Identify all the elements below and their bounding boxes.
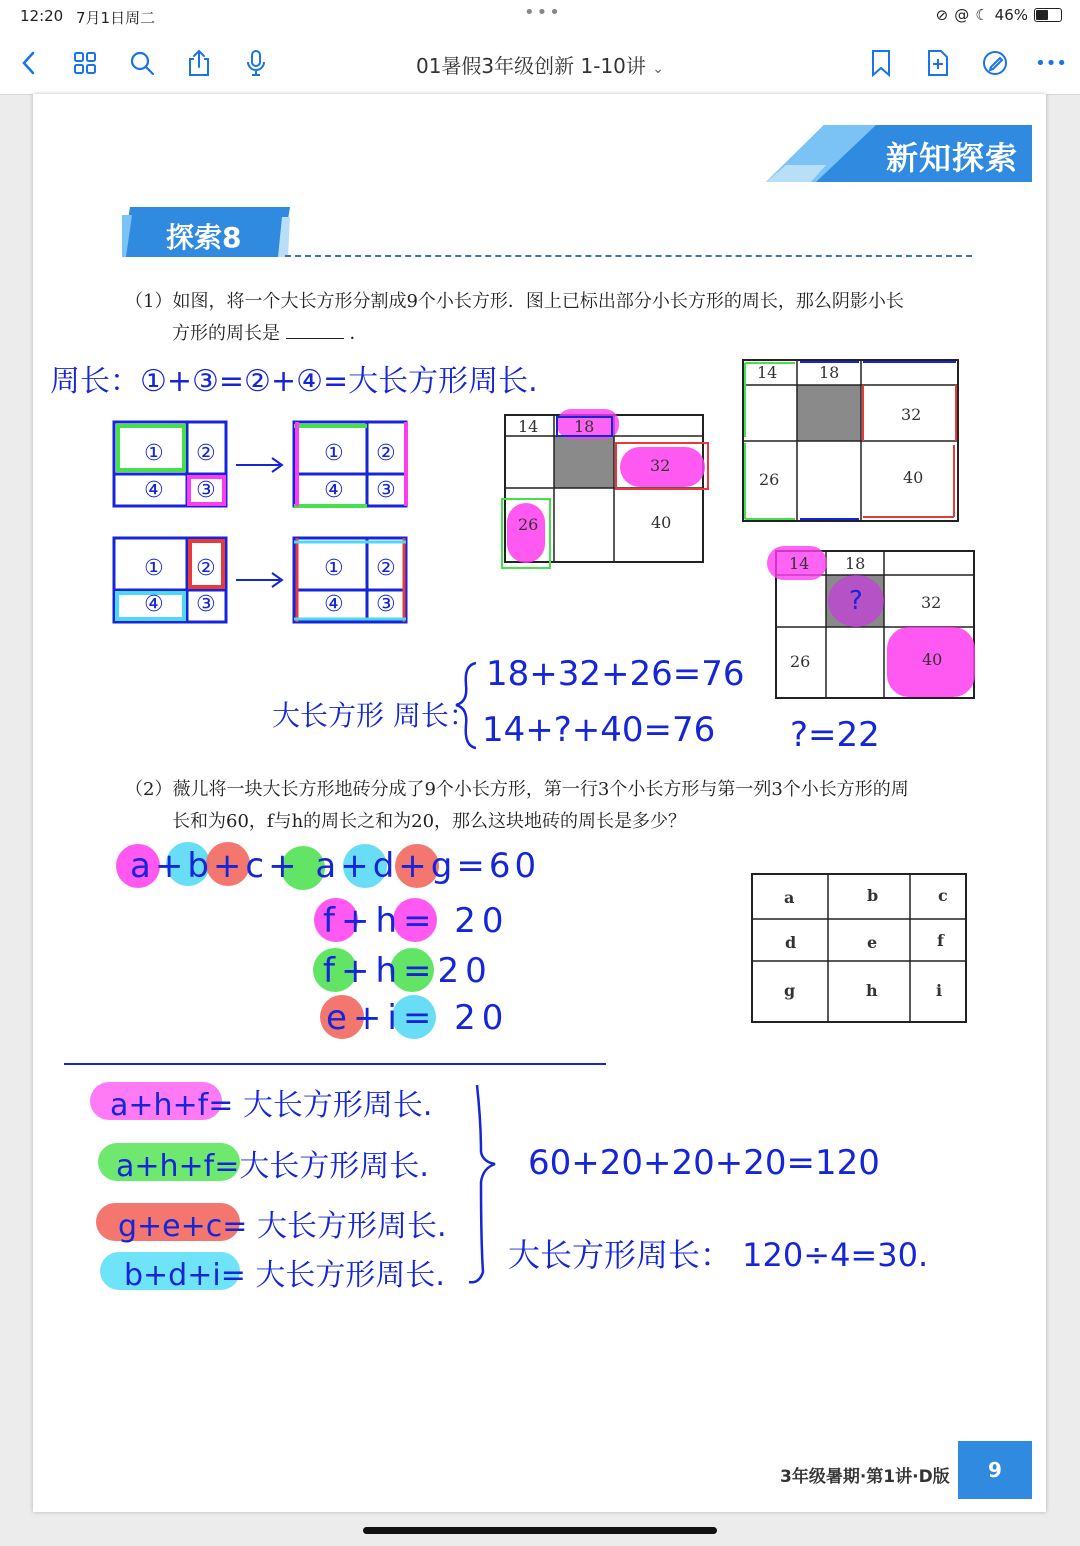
mini-label-1: ① <box>144 556 164 581</box>
mini-label-4: ④ <box>144 592 164 617</box>
note-summary-1: a+h+f= 大长方形周长. <box>110 1088 433 1123</box>
grid-3-cell: 18 <box>845 554 866 573</box>
grid-2 <box>740 357 962 525</box>
grid-2-cell: 32 <box>901 405 922 424</box>
answer-blank <box>286 320 344 339</box>
mini-label-3: ③ <box>376 592 396 617</box>
grid-3-cell: 40 <box>922 650 943 669</box>
note-summary-2: a+h+f=大长方形周长. <box>116 1149 429 1184</box>
add-page-icon[interactable] <box>923 48 953 78</box>
grid-3-unknown: ? <box>849 586 863 616</box>
mini-label-4: ④ <box>324 592 344 617</box>
section-label <box>122 207 290 257</box>
mini-label-3: ③ <box>196 592 216 617</box>
handwritten-separator <box>64 1063 606 1065</box>
note-f-h-20: f+h= 20 <box>323 901 510 941</box>
mini-label-4: ④ <box>324 478 344 503</box>
note-sum-60: a+b+c+ a+d+g=60 <box>130 846 541 886</box>
grid-2-cell: 14 <box>757 363 778 382</box>
grid-2-cell: 26 <box>759 470 780 489</box>
mini-label-4: ④ <box>144 478 164 503</box>
grid-4-cell-i: i <box>936 981 943 1000</box>
note-equation-1: 18+32+26=76 <box>486 654 745 694</box>
banner-title: 新知探索 <box>885 139 1018 177</box>
grid-4-cell-b: b <box>867 886 879 905</box>
question-1-line-1: （1）如图，将一个大长方形分割成9个小长方形．图上已标出部分小长方形的周长，那么阴影小长 <box>125 291 904 312</box>
grid-1-cell: 32 <box>650 456 671 475</box>
section-title: 探索8 <box>166 221 242 254</box>
question-1-line-2: 方形的周长是 ． <box>172 318 367 350</box>
mini-label-2: ② <box>196 556 216 581</box>
section-divider <box>285 255 972 257</box>
battery-icon <box>1034 8 1062 22</box>
grid-2-cell: 40 <box>903 468 924 487</box>
mini-label-2: ② <box>196 441 216 466</box>
mini-label-2: ② <box>376 556 396 581</box>
question-2-line-2: 长和为60，f与h的周长之和为20，那么这块地砖的周长是多少？ <box>172 811 687 832</box>
mini-label-1: ① <box>324 441 344 466</box>
grid-4-cell-c: c <box>938 886 948 905</box>
grid-4-cell-d: d <box>785 933 797 952</box>
note-f-h-20-b: f+h=20 <box>323 951 493 991</box>
note-perimeter-equation: 周长：①+③=②+④=大长方形周长. <box>50 364 538 399</box>
note-answer: ?=22 <box>790 715 880 755</box>
question-2-line-1: （2）薇儿将一块大长方形地砖分成了9个小长方形，第一行3个小长方形与第一列3个小长方形的周 <box>125 779 909 800</box>
mini-label-3: ③ <box>196 478 216 503</box>
mini-label-1: ① <box>324 556 344 581</box>
grid-3-cell: 14 <box>789 554 810 573</box>
note-equation-2: 14+?+40=76 <box>482 710 716 750</box>
document-title[interactable]: 01暑假3年级创新 1-10讲 ⌄ <box>415 54 664 78</box>
at-icon: @ <box>954 6 970 24</box>
grid-1-cell: 26 <box>518 515 539 534</box>
note-summary-3: g+e+c= 大长方形周长. <box>118 1209 447 1244</box>
mini-label-2: ② <box>376 441 396 466</box>
grid-4-cell-e: e <box>867 933 878 952</box>
brace-1 <box>452 660 482 750</box>
grid-4-cell-a: a <box>784 888 795 907</box>
note-total: 60+20+20+20=120 <box>528 1143 880 1183</box>
mini-label-3: ③ <box>376 478 396 503</box>
moon-icon: ☾ <box>975 6 989 24</box>
battery-percent: 46% <box>994 6 1028 24</box>
status-bar <box>0 0 1080 32</box>
grid-4-cell-g: g <box>784 981 796 1000</box>
markup-pen-icon[interactable] <box>980 48 1010 78</box>
page-number: 9 <box>958 1441 1032 1499</box>
grid-3-cell: 32 <box>921 593 942 612</box>
home-indicator[interactable] <box>363 1527 717 1534</box>
grid-4-cell-h: h <box>866 981 878 1000</box>
multitask-dots-icon[interactable]: ••• <box>524 2 562 23</box>
grid-3-cell: 26 <box>790 652 811 671</box>
note-big-perimeter-label: 大长方形 周长： <box>272 699 477 732</box>
status-date: 7月1日周二 <box>76 9 156 27</box>
bookmark-icon[interactable] <box>866 48 896 78</box>
chevron-down-icon[interactable]: ⌄ <box>652 61 664 77</box>
brace-2 <box>465 1082 505 1287</box>
grid-1-cell: 18 <box>574 417 595 436</box>
grid-1-cell: 40 <box>651 513 672 532</box>
grid-1-cell: 14 <box>518 417 539 436</box>
grid-4-cell-f: f <box>937 931 944 950</box>
link-icon: ⊘ <box>935 6 949 24</box>
note-summary-4: b+d+i= 大长方形周长. <box>124 1258 445 1293</box>
more-options-icon[interactable]: ••• <box>1035 52 1067 74</box>
note-final-answer: 大长方形周长： 120÷4=30. <box>508 1236 929 1274</box>
note-e-i-20: e+i= 20 <box>326 998 510 1038</box>
grid-2-cell: 18 <box>819 363 840 382</box>
status-time: 12:20 <box>20 7 64 25</box>
page-footer: 3年级暑期·第1讲·D版 <box>780 1467 950 1487</box>
banner-new-knowledge <box>766 125 1032 182</box>
app-toolbar <box>0 32 1080 95</box>
mini-label-1: ① <box>144 441 164 466</box>
